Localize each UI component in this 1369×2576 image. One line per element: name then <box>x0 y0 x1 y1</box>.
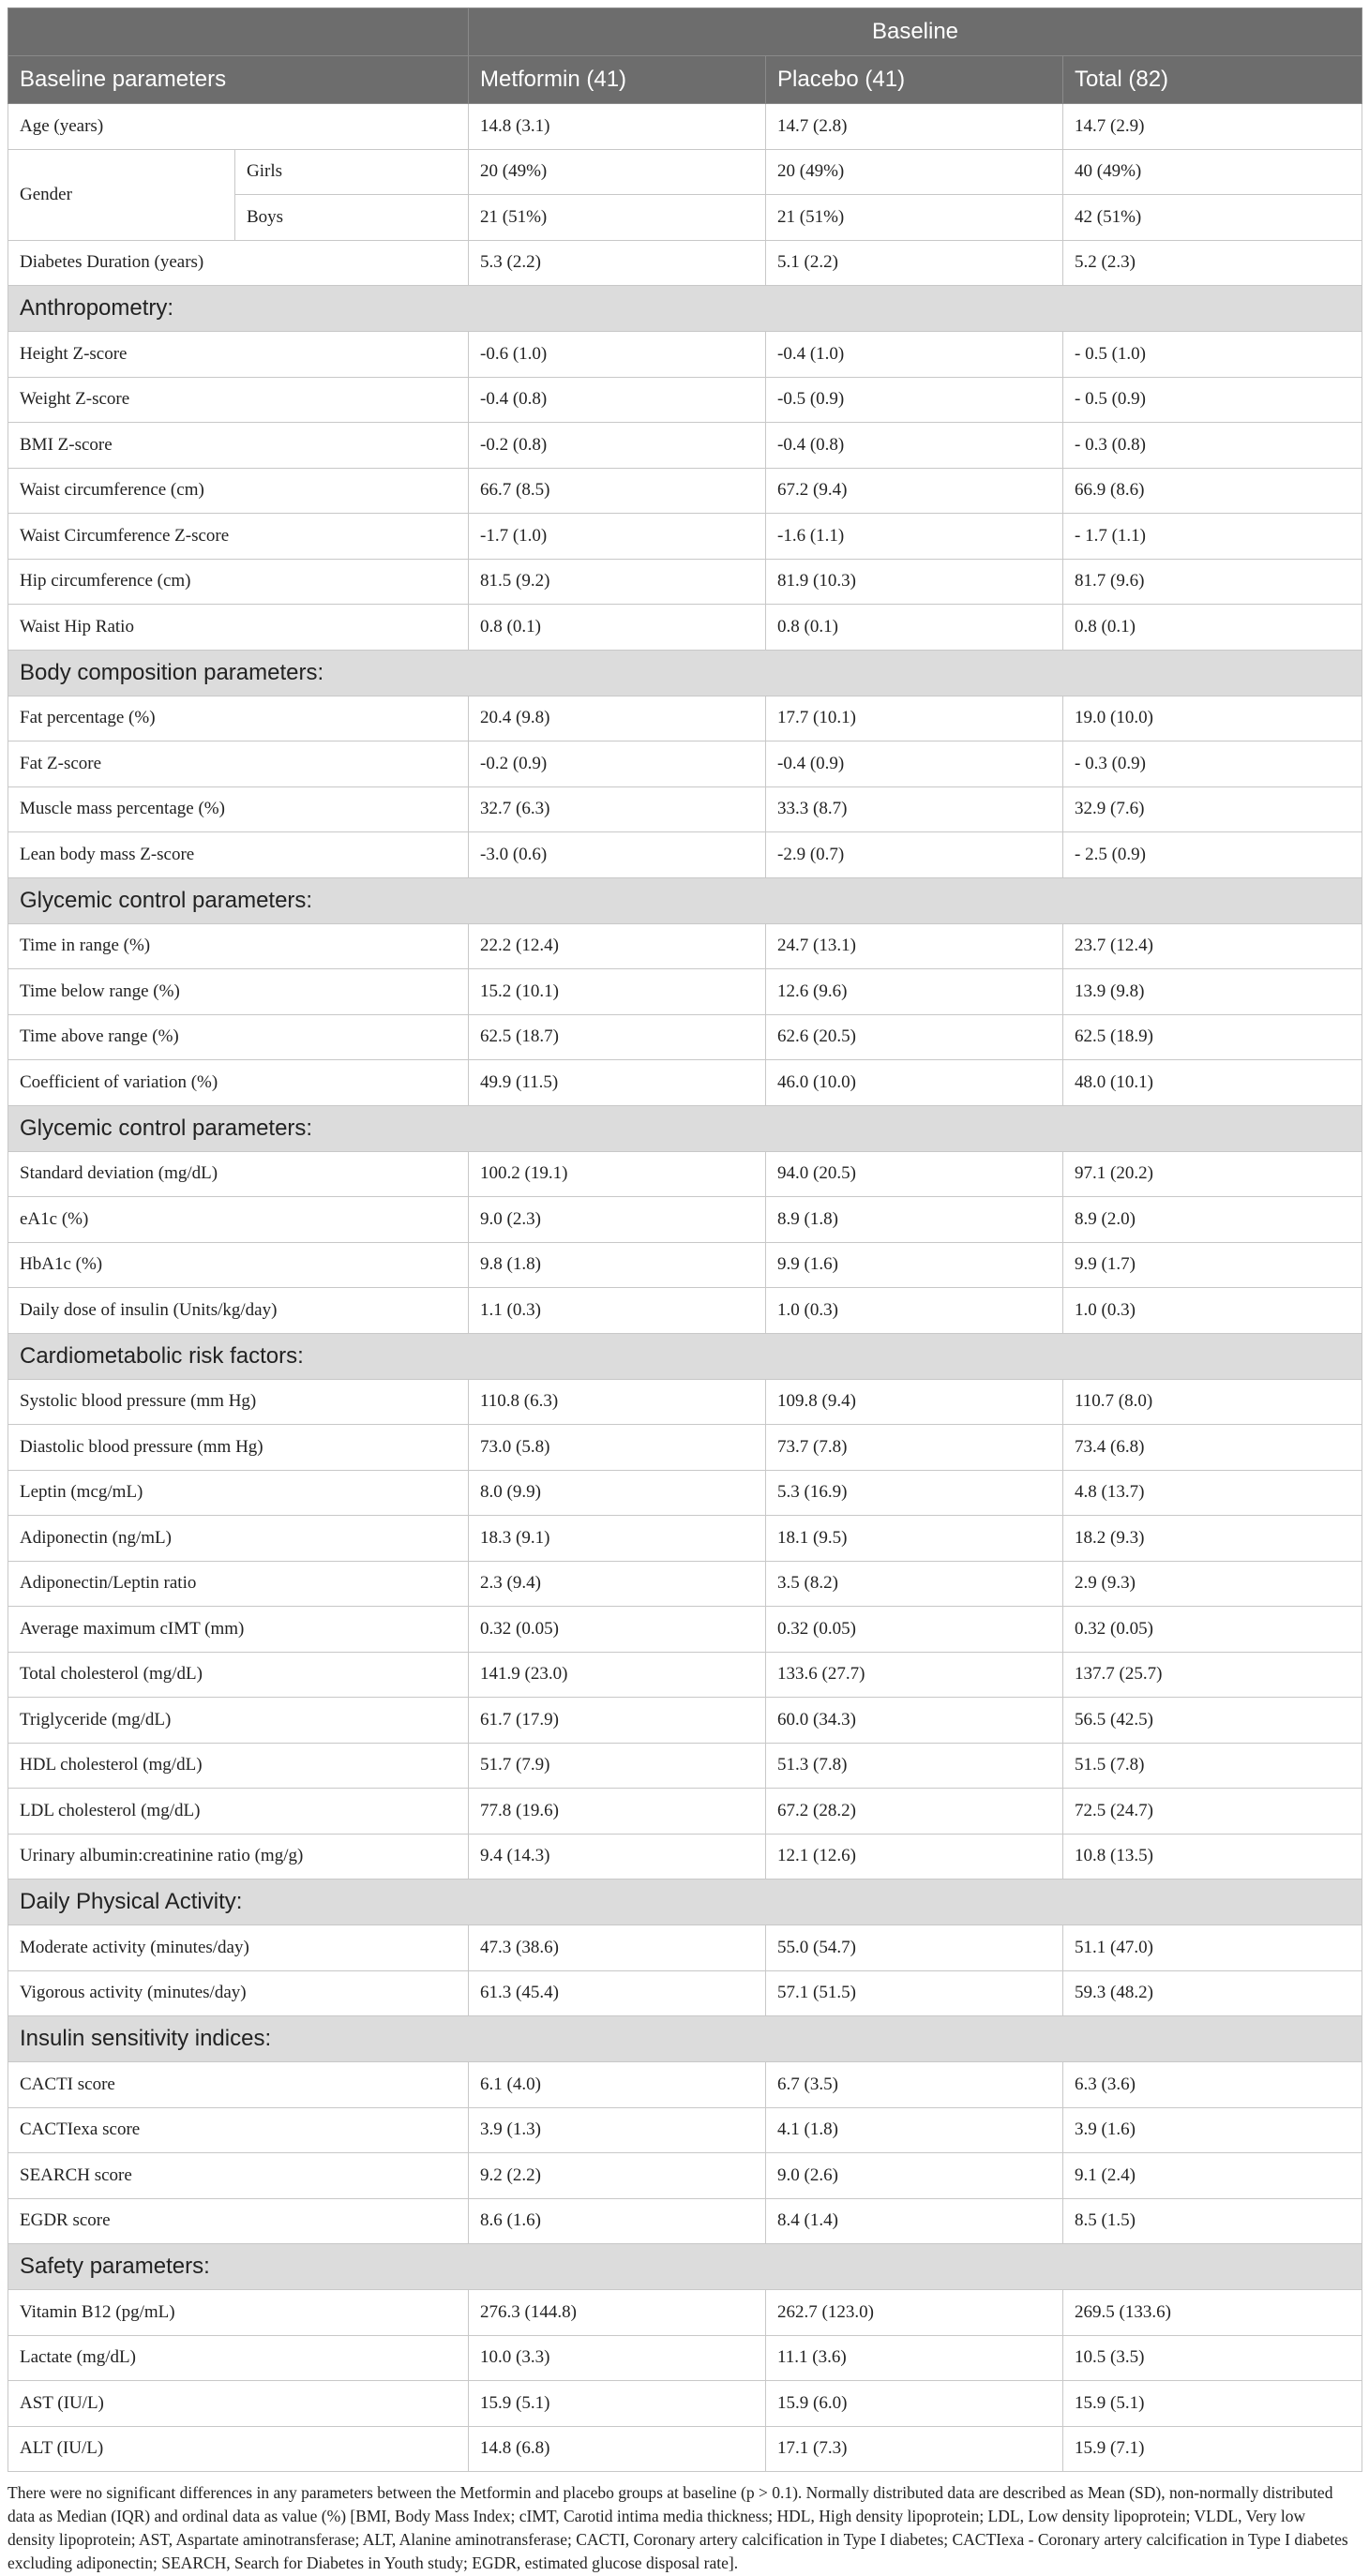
age-label: Age (years) <box>8 104 469 150</box>
placebo-value: 133.6 (27.7) <box>766 1652 1063 1698</box>
placebo-value: 94.0 (20.5) <box>766 1151 1063 1197</box>
section-header-row <box>8 1880 1362 1925</box>
table-row <box>8 786 1362 832</box>
total-value: 73.4 (6.8) <box>1063 1425 1362 1471</box>
placebo-value: -2.9 (0.7) <box>766 832 1063 878</box>
parameter-label: EGDR score <box>8 2198 469 2244</box>
total-value: 0.32 (0.05) <box>1063 1607 1362 1653</box>
table-row <box>8 1698 1362 1744</box>
parameter-label: Vigorous activity (minutes/day) <box>8 1970 469 2016</box>
table-row <box>8 1743 1362 1789</box>
section-title: Glycemic control parameters: <box>8 877 1362 923</box>
header-placebo: Placebo (41) <box>766 56 1063 104</box>
total-value: 0.8 (0.1) <box>1063 605 1362 651</box>
table-row <box>8 2381 1362 2427</box>
parameter-label: Waist circumference (cm) <box>8 468 469 514</box>
table-row <box>8 2153 1362 2199</box>
table-row <box>8 1242 1362 1288</box>
parameter-label: Standard deviation (mg/dL) <box>8 1151 469 1197</box>
total-value: 110.7 (8.0) <box>1063 1379 1362 1425</box>
total-value: 62.5 (18.9) <box>1063 1014 1362 1060</box>
total-value: 137.7 (25.7) <box>1063 1652 1362 1698</box>
girls-placebo: 20 (49%) <box>766 149 1063 195</box>
section-header-row <box>8 650 1362 696</box>
placebo-value: 17.7 (10.1) <box>766 696 1063 741</box>
total-value: - 0.5 (0.9) <box>1063 377 1362 423</box>
metformin-value: 8.0 (9.9) <box>469 1470 766 1516</box>
parameter-label: Time below range (%) <box>8 969 469 1015</box>
table-row <box>8 1607 1362 1653</box>
metformin-value: -0.4 (0.8) <box>469 377 766 423</box>
total-value: 15.9 (7.1) <box>1063 2426 1362 2472</box>
metformin-value: -0.2 (0.9) <box>469 741 766 787</box>
table-row <box>8 2290 1362 2336</box>
metformin-value: 141.9 (23.0) <box>469 1652 766 1698</box>
total-value: - 0.5 (1.0) <box>1063 332 1362 378</box>
total-value: 10.5 (3.5) <box>1063 2335 1362 2381</box>
table-row <box>8 1561 1362 1607</box>
total-value: 15.9 (5.1) <box>1063 2381 1362 2427</box>
metformin-value: 77.8 (19.6) <box>469 1789 766 1835</box>
placebo-value: 1.0 (0.3) <box>766 1288 1063 1334</box>
girls-metformin: 20 (49%) <box>469 149 766 195</box>
total-value: 2.9 (9.3) <box>1063 1561 1362 1607</box>
metformin-value: 61.3 (45.4) <box>469 1970 766 2016</box>
placebo-value: 3.5 (8.2) <box>766 1561 1063 1607</box>
duration-total: 5.2 (2.3) <box>1063 240 1362 286</box>
parameter-label: Weight Z-score <box>8 377 469 423</box>
total-value: 8.5 (1.5) <box>1063 2198 1362 2244</box>
table-row <box>8 1151 1362 1197</box>
total-value: 3.9 (1.6) <box>1063 2107 1362 2153</box>
placebo-value: 81.9 (10.3) <box>766 559 1063 605</box>
metformin-value: -1.7 (1.0) <box>469 514 766 560</box>
duration-label: Diabetes Duration (years) <box>8 240 469 286</box>
metformin-value: 9.4 (14.3) <box>469 1834 766 1880</box>
parameter-label: SEARCH score <box>8 2153 469 2199</box>
placebo-value: 5.3 (16.9) <box>766 1470 1063 1516</box>
header-baseline: Baseline <box>469 8 1362 56</box>
table-row <box>8 2062 1362 2108</box>
parameter-label: Moderate activity (minutes/day) <box>8 1925 469 1971</box>
metformin-value: 47.3 (38.6) <box>469 1925 766 1971</box>
total-value: 51.5 (7.8) <box>1063 1743 1362 1789</box>
parameter-label: Time above range (%) <box>8 1014 469 1060</box>
total-value: 18.2 (9.3) <box>1063 1516 1362 1562</box>
metformin-value: 2.3 (9.4) <box>469 1561 766 1607</box>
age-total: 14.7 (2.9) <box>1063 104 1362 150</box>
section-title: Anthropometry: <box>8 286 1362 332</box>
parameter-label: Leptin (mcg/mL) <box>8 1470 469 1516</box>
table-row <box>8 1516 1362 1562</box>
total-value: 97.1 (20.2) <box>1063 1151 1362 1197</box>
metformin-value: -0.6 (1.0) <box>469 332 766 378</box>
metformin-value: 14.8 (6.8) <box>469 2426 766 2472</box>
metformin-value: 100.2 (19.1) <box>469 1151 766 1197</box>
placebo-value: -0.4 (1.0) <box>766 332 1063 378</box>
table-row-duration <box>8 240 1362 286</box>
placebo-value: 9.9 (1.6) <box>766 1242 1063 1288</box>
placebo-value: 62.6 (20.5) <box>766 1014 1063 1060</box>
total-value: 9.1 (2.4) <box>1063 2153 1362 2199</box>
table-row <box>8 696 1362 741</box>
table-row <box>8 605 1362 651</box>
placebo-value: 0.8 (0.1) <box>766 605 1063 651</box>
total-value: 48.0 (10.1) <box>1063 1060 1362 1106</box>
metformin-value: 62.5 (18.7) <box>469 1014 766 1060</box>
parameter-label: Time in range (%) <box>8 923 469 969</box>
parameter-label: Systolic blood pressure (mm Hg) <box>8 1379 469 1425</box>
metformin-value: 32.7 (6.3) <box>469 786 766 832</box>
parameter-label: Average maximum cIMT (mm) <box>8 1607 469 1653</box>
placebo-value: 17.1 (7.3) <box>766 2426 1063 2472</box>
header-metformin: Metformin (41) <box>469 56 766 104</box>
metformin-value: 9.8 (1.8) <box>469 1242 766 1288</box>
placebo-value: 6.7 (3.5) <box>766 2062 1063 2108</box>
section-header-row <box>8 2016 1362 2062</box>
table-row <box>8 1379 1362 1425</box>
metformin-value: 22.2 (12.4) <box>469 923 766 969</box>
table-row <box>8 2426 1362 2472</box>
total-value: - 0.3 (0.8) <box>1063 423 1362 469</box>
table-row <box>8 377 1362 423</box>
header-blank-cell <box>8 8 469 56</box>
section-title: Body composition parameters: <box>8 650 1362 696</box>
table-row <box>8 2107 1362 2153</box>
boys-total: 42 (51%) <box>1063 195 1362 241</box>
header-columns-row <box>8 56 1362 104</box>
parameter-label: Diastolic blood pressure (mm Hg) <box>8 1425 469 1471</box>
table-row <box>8 559 1362 605</box>
girls-total: 40 (49%) <box>1063 149 1362 195</box>
placebo-value: 60.0 (34.3) <box>766 1698 1063 1744</box>
total-value: - 2.5 (0.9) <box>1063 832 1362 878</box>
placebo-value: 67.2 (28.2) <box>766 1789 1063 1835</box>
parameter-label: Fat Z-score <box>8 741 469 787</box>
placebo-value: 46.0 (10.0) <box>766 1060 1063 1106</box>
section-title: Safety parameters: <box>8 2244 1362 2290</box>
total-value: 51.1 (47.0) <box>1063 1925 1362 1971</box>
metformin-value: 6.1 (4.0) <box>469 2062 766 2108</box>
table-footnote: There were no significant differences in any parameters between the Metformin and placebo groups at baseline (p > 0.1). Normally distributed data are described as Mean (SD), non-normally distributed data as Median (IQR) and ordinal data as value (%) [BMI, Body Mass Index; cIMT, Carotid intima media thickness; HDL, High density lipoprotein; LDL, Low density lipoprotein; VLDL, Very low density lipoprotein; AST, Aspartate aminotransferase; ALT, Alanine aminotransferase; CACTI, Coronary artery calcification in Type I diabetes; CACTIexa - Coronary artery calcification in Type I diabetes excluding adiponectin; SEARCH, Search for Diabetes in Youth study; EGDR, estimated glucose disposal rate]. <box>8 2483 1348 2572</box>
total-value: 10.8 (13.5) <box>1063 1834 1362 1880</box>
header-total: Total (82) <box>1063 56 1362 104</box>
header-parameters: Baseline parameters <box>8 56 469 104</box>
placebo-value: 8.9 (1.8) <box>766 1197 1063 1243</box>
placebo-value: 24.7 (13.1) <box>766 923 1063 969</box>
table-row <box>8 423 1362 469</box>
placebo-value: 55.0 (54.7) <box>766 1925 1063 1971</box>
placebo-value: 11.1 (3.6) <box>766 2335 1063 2381</box>
metformin-value: 8.6 (1.6) <box>469 2198 766 2244</box>
total-value: 66.9 (8.6) <box>1063 468 1362 514</box>
boys-label: Boys <box>235 195 469 241</box>
parameter-label: Muscle mass percentage (%) <box>8 786 469 832</box>
placebo-value: 18.1 (9.5) <box>766 1516 1063 1562</box>
section-title: Insulin sensitivity indices: <box>8 2016 1362 2062</box>
total-value: - 0.3 (0.9) <box>1063 741 1362 787</box>
table-row <box>8 1060 1362 1106</box>
table-row-girls <box>8 149 1362 195</box>
placebo-value: 73.7 (7.8) <box>766 1425 1063 1471</box>
table-row <box>8 832 1362 878</box>
metformin-value: 18.3 (9.1) <box>469 1516 766 1562</box>
total-value: 4.8 (13.7) <box>1063 1470 1362 1516</box>
parameter-label: Adiponectin/Leptin ratio <box>8 1561 469 1607</box>
parameter-label: AST (IU/L) <box>8 2381 469 2427</box>
duration-placebo: 5.1 (2.2) <box>766 240 1063 286</box>
placebo-value: 0.32 (0.05) <box>766 1607 1063 1653</box>
parameter-label: HbA1c (%) <box>8 1242 469 1288</box>
total-value: 9.9 (1.7) <box>1063 1242 1362 1288</box>
placebo-value: 8.4 (1.4) <box>766 2198 1063 2244</box>
placebo-value: -0.4 (0.8) <box>766 423 1063 469</box>
total-value: 13.9 (9.8) <box>1063 969 1362 1015</box>
placebo-value: -1.6 (1.1) <box>766 514 1063 560</box>
parameter-label: Urinary albumin:creatinine ratio (mg/g) <box>8 1834 469 1880</box>
placebo-value: 15.9 (6.0) <box>766 2381 1063 2427</box>
metformin-value: 81.5 (9.2) <box>469 559 766 605</box>
table-row <box>8 1652 1362 1698</box>
section-header-row <box>8 2244 1362 2290</box>
metformin-value: 15.9 (5.1) <box>469 2381 766 2427</box>
metformin-value: 66.7 (8.5) <box>469 468 766 514</box>
parameter-label: ALT (IU/L) <box>8 2426 469 2472</box>
header-group-row <box>8 8 1362 56</box>
placebo-value: 109.8 (9.4) <box>766 1379 1063 1425</box>
duration-metformin: 5.3 (2.2) <box>469 240 766 286</box>
gender-label: Gender <box>8 149 235 240</box>
table-row <box>8 1288 1362 1334</box>
table-row <box>8 514 1362 560</box>
table-row <box>8 1470 1362 1516</box>
parameter-label: CACTIexa score <box>8 2107 469 2153</box>
parameter-label: Height Z-score <box>8 332 469 378</box>
placebo-value: 51.3 (7.8) <box>766 1743 1063 1789</box>
total-value: 6.3 (3.6) <box>1063 2062 1362 2108</box>
baseline-characteristics-table <box>8 7 1362 2472</box>
section-header-row <box>8 286 1362 332</box>
parameter-label: Waist Hip Ratio <box>8 605 469 651</box>
placebo-value: 57.1 (51.5) <box>766 1970 1063 2016</box>
parameter-label: Triglyceride (mg/dL) <box>8 1698 469 1744</box>
document-page <box>8 7 1361 2575</box>
parameter-label: eA1c (%) <box>8 1197 469 1243</box>
total-value: 23.7 (12.4) <box>1063 923 1362 969</box>
parameter-label: LDL cholesterol (mg/dL) <box>8 1789 469 1835</box>
parameter-label: Daily dose of insulin (Units/kg/day) <box>8 1288 469 1334</box>
total-value: 72.5 (24.7) <box>1063 1789 1362 1835</box>
metformin-value: 61.7 (17.9) <box>469 1698 766 1744</box>
total-value: 1.0 (0.3) <box>1063 1288 1362 1334</box>
metformin-value: 1.1 (0.3) <box>469 1288 766 1334</box>
table-row <box>8 1197 1362 1243</box>
table-row <box>8 1789 1362 1835</box>
section-title: Daily Physical Activity: <box>8 1880 1362 1925</box>
section-header-row <box>8 1105 1362 1151</box>
table-row <box>8 1970 1362 2016</box>
total-value: - 1.7 (1.1) <box>1063 514 1362 560</box>
metformin-value: -0.2 (0.8) <box>469 423 766 469</box>
table-row <box>8 1834 1362 1880</box>
metformin-value: -3.0 (0.6) <box>469 832 766 878</box>
girls-label: Girls <box>235 149 469 195</box>
parameter-label: HDL cholesterol (mg/dL) <box>8 1743 469 1789</box>
total-value: 56.5 (42.5) <box>1063 1698 1362 1744</box>
table-row <box>8 1425 1362 1471</box>
parameter-label: Lactate (mg/dL) <box>8 2335 469 2381</box>
table-row <box>8 1014 1362 1060</box>
metformin-value: 51.7 (7.9) <box>469 1743 766 1789</box>
parameter-label: Hip circumference (cm) <box>8 559 469 605</box>
parameter-label: Waist Circumference Z-score <box>8 514 469 560</box>
boys-placebo: 21 (51%) <box>766 195 1063 241</box>
age-placebo: 14.7 (2.8) <box>766 104 1063 150</box>
metformin-value: 73.0 (5.8) <box>469 1425 766 1471</box>
parameter-label: Vitamin B12 (pg/mL) <box>8 2290 469 2336</box>
placebo-value: 4.1 (1.8) <box>766 2107 1063 2153</box>
metformin-value: 276.3 (144.8) <box>469 2290 766 2336</box>
section-header-row <box>8 877 1362 923</box>
table-row <box>8 741 1362 787</box>
table-row <box>8 468 1362 514</box>
metformin-value: 9.2 (2.2) <box>469 2153 766 2199</box>
placebo-value: -0.4 (0.9) <box>766 741 1063 787</box>
placebo-value: 9.0 (2.6) <box>766 2153 1063 2199</box>
age-metformin: 14.8 (3.1) <box>469 104 766 150</box>
parameter-label: Total cholesterol (mg/dL) <box>8 1652 469 1698</box>
parameter-label: CACTI score <box>8 2062 469 2108</box>
total-value: 59.3 (48.2) <box>1063 1970 1362 2016</box>
section-title: Glycemic control parameters: <box>8 1105 1362 1151</box>
boys-metformin: 21 (51%) <box>469 195 766 241</box>
metformin-value: 49.9 (11.5) <box>469 1060 766 1106</box>
placebo-value: 12.1 (12.6) <box>766 1834 1063 1880</box>
placebo-value: 67.2 (9.4) <box>766 468 1063 514</box>
table-row <box>8 1925 1362 1971</box>
metformin-value: 9.0 (2.3) <box>469 1197 766 1243</box>
total-value: 269.5 (133.6) <box>1063 2290 1362 2336</box>
parameter-label: Coefficient of variation (%) <box>8 1060 469 1106</box>
metformin-value: 0.8 (0.1) <box>469 605 766 651</box>
placebo-value: 262.7 (123.0) <box>766 2290 1063 2336</box>
table-row <box>8 2335 1362 2381</box>
metformin-value: 110.8 (6.3) <box>469 1379 766 1425</box>
total-value: 19.0 (10.0) <box>1063 696 1362 741</box>
parameter-label: Lean body mass Z-score <box>8 832 469 878</box>
table-row-age <box>8 104 1362 150</box>
parameter-label: Fat percentage (%) <box>8 696 469 741</box>
metformin-value: 20.4 (9.8) <box>469 696 766 741</box>
placebo-value: 33.3 (8.7) <box>766 786 1063 832</box>
section-header-row <box>8 1333 1362 1379</box>
total-value: 8.9 (2.0) <box>1063 1197 1362 1243</box>
metformin-value: 15.2 (10.1) <box>469 969 766 1015</box>
table-row <box>8 923 1362 969</box>
metformin-value: 3.9 (1.3) <box>469 2107 766 2153</box>
metformin-value: 10.0 (3.3) <box>469 2335 766 2381</box>
total-value: 32.9 (7.6) <box>1063 786 1362 832</box>
metformin-value: 0.32 (0.05) <box>469 1607 766 1653</box>
table-row <box>8 2198 1362 2244</box>
parameter-label: BMI Z-score <box>8 423 469 469</box>
table-row <box>8 969 1362 1015</box>
table-row <box>8 332 1362 378</box>
placebo-value: -0.5 (0.9) <box>766 377 1063 423</box>
parameter-label: Adiponectin (ng/mL) <box>8 1516 469 1562</box>
placebo-value: 12.6 (9.6) <box>766 969 1063 1015</box>
section-title: Cardiometabolic risk factors: <box>8 1333 1362 1379</box>
total-value: 81.7 (9.6) <box>1063 559 1362 605</box>
